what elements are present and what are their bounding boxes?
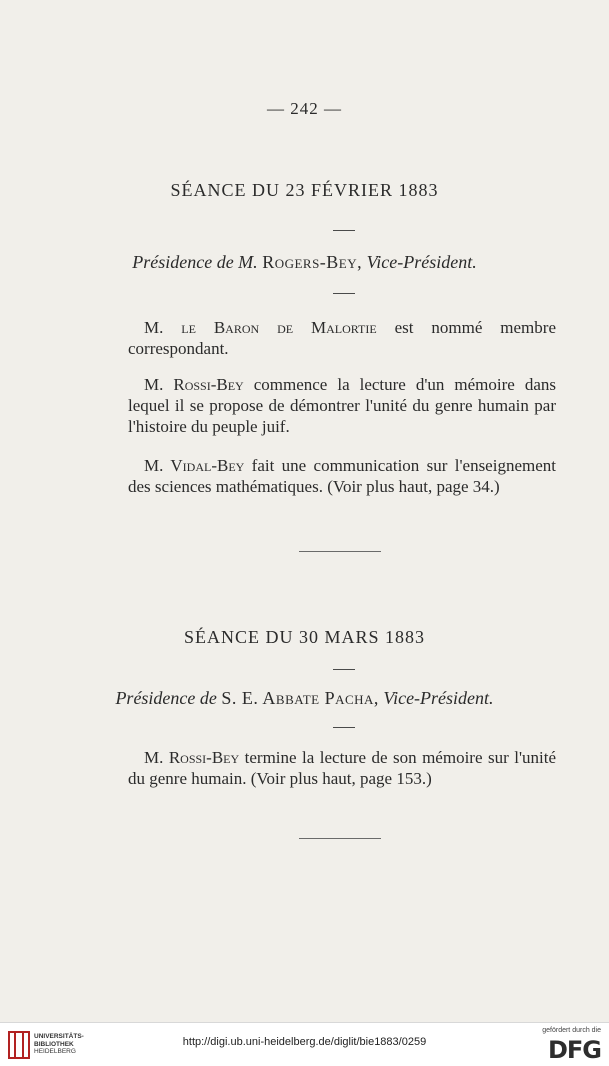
library-name-line: BIBLIOTHEK xyxy=(34,1040,74,1048)
session-1-presidence xyxy=(0,252,609,273)
presidence-role: Vice-Président. xyxy=(366,252,477,272)
title-separator xyxy=(333,230,355,231)
paragraph xyxy=(128,317,556,359)
paragraph xyxy=(128,455,556,497)
section-divider xyxy=(299,551,381,552)
paragraph xyxy=(128,747,556,789)
presidence-prefix: Présidence de xyxy=(115,688,217,708)
library-name-line: HEIDELBERG xyxy=(34,1048,76,1055)
president-name: S. E. Abbate Pacha, xyxy=(221,688,379,708)
closing-divider xyxy=(299,838,381,839)
paragraph-text: commence la lecture d'un mémoire dans lequel il se propose de démontrer l'unité du genre humain par l'histoire du peuple juif. xyxy=(128,375,556,436)
paragraph-lead: M. le Baron de Malortie xyxy=(144,318,377,337)
title-separator xyxy=(333,669,355,670)
dfg-logo: DFG xyxy=(547,1036,601,1064)
session-2-title: SÉANCE DU 30 MARS 1883 xyxy=(183,627,426,647)
sponsor-caption: gefördert durch die xyxy=(542,1027,601,1034)
paragraph-text: est nommé membre correspondant. xyxy=(128,318,556,358)
paragraph-lead: M. Rossi-Bey xyxy=(144,748,240,767)
presidence-separator xyxy=(333,293,355,294)
paragraph-text: fait une communication sur l'enseignement des sciences mathématiques. (Voir plus haut, page 34.) xyxy=(128,456,556,496)
paragraph-lead: M. Vidal-Bey xyxy=(144,456,245,475)
presidence-prefix: Présidence de M. xyxy=(132,252,258,272)
paragraph-text: termine la lecture de son mémoire sur l'unité du genre humain. (Voir plus haut, page 153.) xyxy=(128,748,556,788)
session-2-presidence xyxy=(0,688,609,709)
permalink-url[interactable]: http://digi.ub.uni-heidelberg.de/diglit/bie1883/0259 xyxy=(182,1036,427,1048)
presidence-separator xyxy=(333,727,355,728)
viewer-footer xyxy=(0,1022,609,1066)
paragraph-lead: M. Rossi-Bey xyxy=(144,375,244,394)
president-name: Rogers-Bey, xyxy=(262,252,363,272)
session-1-title: SÉANCE DU 23 FÉVRIER 1883 xyxy=(170,180,439,200)
library-name-line: UNIVERSITÄTS- xyxy=(34,1033,84,1040)
paragraph xyxy=(128,374,556,437)
presidence-role: Vice-Président. xyxy=(383,688,494,708)
page-number: — 242 — xyxy=(267,99,342,118)
